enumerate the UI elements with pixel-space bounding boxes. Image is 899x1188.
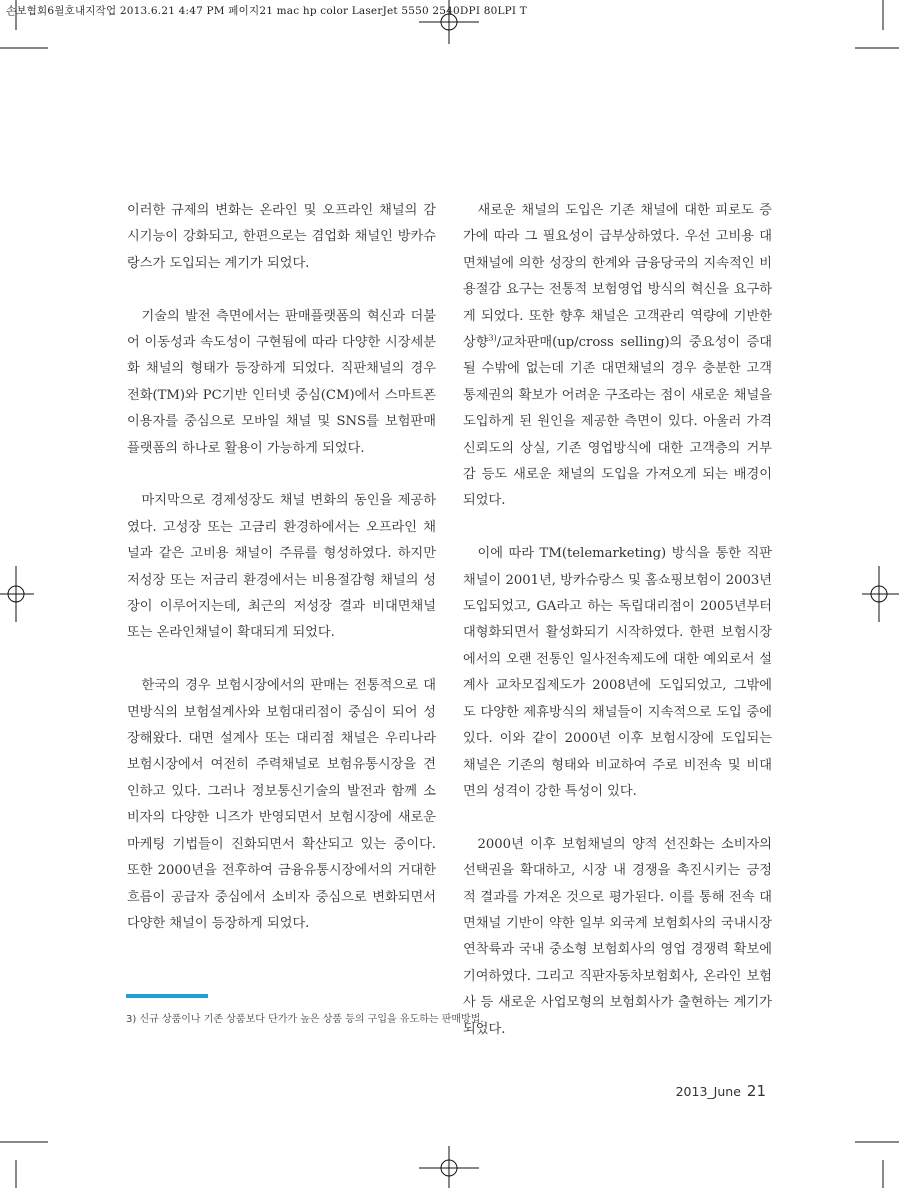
paragraph-text: 새로운 채널의 도입은 기존 채널에 대한 피로도 증가에 따라 그 필요성이 급부상하였다. 우선 고비용 대면채널에 의한 성장의 한계와 금융당국의 지속적인 비용절감 요구는 전통적 보험영업 방식의 혁신을 요구하게 되었다. 또한 향후 채널은 고객관리 역량에 기반한 상향: [463, 203, 772, 351]
issue-label: 2013_June: [675, 1084, 741, 1099]
footnote-rule: [126, 994, 208, 998]
left-column: [127, 198, 436, 964]
paragraph: 이러한 규제의 변화는 온라인 및 오프라인 채널의 감시기능이 강화되고, 한편으로는 겸업화 채널인 방카슈랑스가 도입되는 계기가 되었다.: [127, 203, 436, 271]
page-footer: [676, 1081, 766, 1100]
registration-mark-bottom: [419, 1146, 479, 1188]
registration-mark-left: [0, 566, 34, 622]
paragraph: 이에 따라 TM(telemarketing) 방식을 통한 직판채널이 2001년, 방카슈랑스 및 홈쇼핑보험이 2003년 도입되었고, GA라고 하는 독립대리점이 2005년부터 대형화되면서 활성화되기 시작하였다. 한편 보험시장에서의 오랜 전통인 일사전속제도에 대한 예외로서 설계사 교차모집제도가 2008년에 도입되었고, 그밖에도 다양한 제휴방식의 채널들이 지속적으로 도입 중에 있다. 이와 같이 2000년 이후 보험시장에 도입되는 채널은 기존의 형태와 비교하여 주로 비전속 및 비대면의 성격이 강한 특성이 있다.: [463, 546, 772, 799]
paragraph: 2000년 이후 보험채널의 양적 선진화는 소비자의 선택권을 확대하고, 시장 내 경쟁을 촉진시키는 긍정적 결과를 가져온 것으로 평가된다. 이를 통해 전속 대면채널 기반이 약한 일부 외국계 보험회사의 국내시장 연착륙과 국내 중소형 보험회사의 영업 경쟁력 확보에 기여하였다. 그리고 직판자동차보험회사, 온라인 보험사 등 새로운 사업모형의 보험회사가 출현하는 계기가 되었다.: [463, 836, 772, 1037]
page-number: 21: [746, 1082, 766, 1100]
print-slug: 손보협회6월호내지작업 2013.6.21 4:47 PM 페이지21 mac hp color LaserJet 5550 2540DPI 80LPI T: [6, 5, 527, 17]
paragraph: 한국의 경우 보험시장에서의 판매는 전통적으로 대면방식의 보험설계사와 보험대리점이 중심이 되어 성장해왔다. 대면 설계사 또는 대리점 채널은 우리나라 보험시장에서 여전히 주력채널로 보험유통시장을 견인하고 있다. 그러나 정보통신기술의 발전과 함께 소비자의 다양한 니즈가 반영되면서 보험시장에 새로운 마케팅 기법들이 진화되면서 확산되고 있는 중이다. 또한 2000년을 전후하여 금융유통시장에서의 거대한 흐름이 공급자 중심에서 소비자 중심으로 변화되면서 다양한 채널이 등장하게 되었다.: [127, 678, 436, 931]
paragraph-text: /교차판매(up/cross selling)의 중요성이 증대될 수밖에 없는데 기존 대면채널의 경우 충분한 고객 통제권의 확보가 어려운 구조라는 점이 새로운 채널을 도입하게 된 원인을 제공한 측면이 있다. 아울러 가격 신뢰도의 상실, 기존 영업방식에 대한 고객층의 거부감 등도 새로운 채널의 도입을 가져오게 되는 배경이 되었다.: [463, 335, 772, 509]
paragraph: 기술의 발전 측면에서는 판매플랫폼의 혁신과 더불어 이동성과 속도성이 구현됨에 따라 다양한 시장세분화 채널의 형태가 등장하게 되었다. 직판채널의 경우 전화(TM)와 PC기반 인터넷 중심(CM)에서 스마트폰 이용자를 중심으로 모바일 채널 및 SNS를 보험판매 플랫폼의 하나로 활용이 가능하게 되었다.: [127, 308, 436, 456]
registration-mark-top: [419, 0, 479, 44]
footnote-reference: 3): [488, 333, 497, 343]
paragraph: 마지막으로 경제성장도 채널 변화의 동인을 제공하였다. 고성장 또는 고금리 환경하에서는 오프라인 채널과 같은 고비용 채널이 주류를 형성하였다. 하지만 저성장 또는 저금리 환경에서는 비용절감형 채널의 성장이 이루어지는데, 최근의 저성장 결과 비대면채널 또는 온라인채널이 확대되게 되었다.: [127, 493, 436, 641]
paragraph: [463, 198, 772, 515]
footnote: 3) 신규 상품이나 기존 상품보다 단가가 높은 상품 등의 구입을 유도하는 판매방법.: [126, 1014, 484, 1025]
right-column: [463, 198, 772, 1069]
registration-mark-right: [862, 566, 899, 622]
